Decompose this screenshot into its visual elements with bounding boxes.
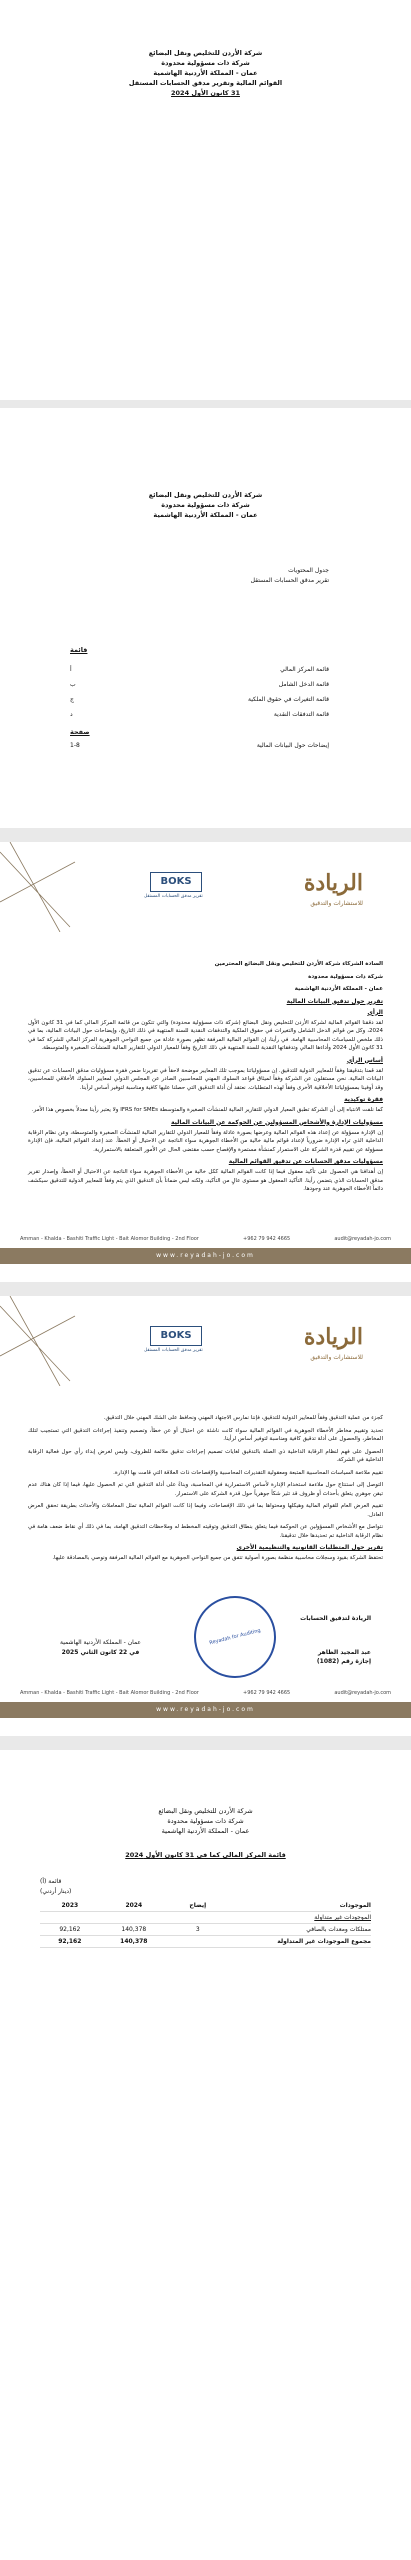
website-bar[interactable]: www.reyadah-jo.com <box>0 1702 411 1718</box>
website-bar[interactable]: www.reyadah-jo.com <box>0 1248 411 1264</box>
decorative-lines <box>0 1296 80 1386</box>
financial-position-page <box>0 1750 411 2560</box>
paragraph: كجزء من عملية التدقيق وفقاً للمعايير الدولية للتدقيق، فإننا نمارس الاجتهاد المهني ونحافظ على الشك المهني خلال التدقيق. <box>103 1415 383 1421</box>
company-city: عمان - المملكة الأردنية الهاشمية <box>153 69 258 78</box>
company-city: عمان - المملكة الأردنية الهاشمية <box>161 1827 250 1836</box>
letterhead-subtitle: تقرير مدقق الحسابات المستقل <box>144 1348 203 1353</box>
letterhead-footer <box>0 1236 411 1264</box>
section-text: إن الإدارة مسؤولة عن إعداد هذه القوائم المالية وعرضها بصورة عادلة وفقاً للمعيار الدولي للتقارير المالية للمنشآت الصغيرة والمتوسطة، وعن نظام الرقابة الداخلية الذي تراه الإدارة ضرورياً لإعداد قوائم مالية خالية من الأخطاء الجوهرية سواء الناتجة عن الاحتيال أو الخطأ. عند إعداد القوائم المالية، فإن الإدارة مسؤولة عن تقييم قدرة الشركة على الاستمرار كمنشأة مستمرة والإفصاح حسب مقتضى الحال عن الأمور المتعلقة بالاستمرارية. <box>28 1129 383 1153</box>
toc-list-column: قائمة <box>70 646 88 654</box>
company-city: عمان - المملكة الأردنية الهاشمية <box>153 511 258 520</box>
report-city: عمان - المملكة الأردنية الهاشمية <box>60 1639 141 1646</box>
report-date: في 22 كانون الثاني 2025 <box>61 1648 140 1656</box>
paragraph: التوصل إلى استنتاج حول ملاءمة استخدام الإدارة لأساس الاستمرارية في المحاسبة، وبناءً على أدلة التدقيق التي تم الحصول عليها، فيما إذا كان هناك عدم تيقن جوهري يتعلق بأحداث أو ظروف قد تثير شكاً جوهرياً حول قدرة الشركة على الاستمرار. <box>28 1482 383 1497</box>
header-2024: 2024 <box>125 1902 143 1909</box>
company-type: شركة ذات مسؤولية محدودة <box>161 59 250 68</box>
toc-item-ref: د <box>70 711 73 718</box>
company-type: شركة ذات مسؤولية محدودة <box>161 501 250 510</box>
toc-list <box>70 666 329 757</box>
toc-page-column: صفحة <box>70 728 90 736</box>
row-2023: 92,162 <box>58 1938 82 1945</box>
paragraph: تقييم ملاءمة السياسات المحاسبية المتبعة ومعقولية التقديرات المحاسبية والإفصاحات ذات العلاقة التي قامت بها الإدارة. <box>113 1469 383 1476</box>
firm-logo-tagline: للاستشارات والتدقيق <box>310 1354 363 1361</box>
report-body <box>28 960 383 1198</box>
row-note: 3 <box>195 1926 200 1933</box>
financial-table <box>40 1900 371 1948</box>
table-header <box>40 1900 371 1912</box>
letterhead <box>0 842 411 952</box>
row-label: مجموع الموجودات غير المتداولة <box>277 1938 371 1945</box>
toc-item <box>70 681 329 688</box>
legal-title: تقرير حول المتطلبات القانونية والتنظيمية الأخرى <box>236 1544 383 1552</box>
company-type: شركة ذات مسؤولية محدودة <box>308 973 383 980</box>
row-2024: 140,378 <box>120 1938 148 1945</box>
paragraph: نتواصل مع الأشخاص المسؤولين عن الحوكمة فيما يتعلق بنطاق التدقيق وتوقيته المخطط له وملاحظات التدقيق الهامة، بما في ذلك أي نقاط ضعف هامة في نظام الرقابة الداخلية تم تحديدها خلال تدقيقنا. <box>28 1524 383 1539</box>
legal-text: تحتفظ الشركة بقيود وسجلات محاسبية منظمة بصورة أصولية تتفق من جميع النواحي الجوهرية مع القوائم المالية المرفقة ونوصي بالمصادقة عليها. <box>52 1555 383 1562</box>
email-link[interactable]: audit@reyadah-jo.com <box>334 1690 391 1696</box>
toc-item <box>70 696 329 703</box>
auditor-report-page <box>0 842 411 1282</box>
toc-item-label: قائمة الدخل الشامل <box>278 681 329 688</box>
company-name: شركة الأردن للتخليص ونقل البضائع <box>148 491 263 499</box>
statement-header <box>0 1806 411 1860</box>
contact-line <box>0 1236 411 1242</box>
auditor-report-page-2 <box>0 1296 411 1736</box>
cover-page <box>0 0 411 400</box>
header-note: إيضاح <box>189 1902 207 1909</box>
section-title: أساس الرأي <box>346 1056 383 1064</box>
toc-item-ref: أ <box>70 666 72 673</box>
signature-block <box>300 1614 371 1667</box>
firm-logo-arabic: الريادة <box>303 1324 363 1350</box>
report-name: القوائم المالية وتقرير مدقق الحسابات المستقل <box>128 79 283 88</box>
company-type: شركة ذات مسؤولية محدودة <box>167 1817 244 1826</box>
table-row <box>40 1936 371 1948</box>
report-date: 31 كانون الأول 2024 <box>171 89 240 98</box>
address: Amman - Khalda - Bashiti Traffic Light - Bait Alomor Building - 2nd Floor <box>20 1690 199 1696</box>
firm-logo-arabic: الريادة <box>303 870 363 896</box>
section-text: لقد قمنا بتدقيقنا وفقاً للمعايير الدولية للتدقيق. إن مسؤولياتنا بموجب تلك المعايير موضحة لاحقاً في تقريرنا ضمن فقرة مسؤوليات مدقق الحسابات عن تدقيق البيانات المالية. نحن مستقلون عن الشركة وفقاً لميثاق قواعد السلوك المهني للمحاسبين الصادر عن المجلس الدولي لمعايير السلوك الأخلاقي للمحاسبين، وقد أوفينا بمسؤولياتنا الأخلاقية الأخرى وفقاً لهذه المتطلبات. نعتقد أن أدلة التدقيق التي حصلنا عليها كافية ومناسبة لتوفير أساس لرأينا. <box>28 1067 383 1091</box>
section-title: الرأي <box>367 1008 383 1016</box>
toc-item-label: قائمة التغيرات في حقوق الملكية <box>248 696 329 703</box>
statement-title: قائمة المركز المالي كما في 31 كانون الأول 2024 <box>125 1851 286 1860</box>
toc-item-label: قائمة التدفقات النقدية <box>273 711 329 718</box>
section-title: مسؤوليات الإدارة والأشخاص المسؤولين عن الحوكمة عن البيانات المالية <box>171 1118 383 1126</box>
toc-head <box>251 566 329 585</box>
toc-item <box>70 742 329 749</box>
paragraph: تحديد وتقييم مخاطر الأخطاء الجوهرية في القوائم المالية سواء كانت ناشئة عن احتيال أو عن خطأ، وتصميم وتنفيذ إجراءات التدقيق التي تستجيب لتلك المخاطر، والحصول على أدلة تدقيق كافية ومناسبة لتوفير أساس لرأينا. <box>28 1427 383 1443</box>
section-text: إن أهدافنا هي الحصول على تأكيد معقول فيما إذا كانت القوائم المالية ككل خالية من الأخطاء الجوهرية سواء الناتجة عن الاحتيال أو الخطأ، وإصدار تقرير مدقق الحسابات الذي يتضمن رأينا. التأكيد المعقول هو مستوى عالٍ من التأكيد، ولكنه ليس ضماناً بأن التدقيق الذي يتم وفقاً للمعايير الدولية للتدقيق سيكشف دائماً الأخطاء الجوهرية عند وجودها. <box>28 1169 383 1193</box>
report-title: تقرير حول تدقيق البيانات المالية <box>286 997 383 1005</box>
section-text: كما نلفت الانتباه إلى أن الشركة تطبق المعيار الدولي للتقارير المالية للمنشآت الصغيرة والمتوسطة IFRS for SMEs ولا يعتبر رأينا معدلاً بخصوص هذا الأمر. <box>31 1107 383 1114</box>
auditor-stamp <box>185 1587 284 1686</box>
toc-item-ref: ب <box>70 681 76 688</box>
contact-line <box>0 1690 411 1696</box>
row-note <box>168 1938 228 1945</box>
contents-header <box>0 490 411 520</box>
row-label: ممتلكات ومعدات بالصافي <box>306 1926 371 1933</box>
table-row <box>40 1924 371 1936</box>
header-label: الموجودات <box>339 1902 371 1909</box>
report-date-block <box>60 1638 141 1657</box>
toc-item-ref: ج <box>70 696 74 703</box>
email-link[interactable]: audit@reyadah-jo.com <box>334 1236 391 1242</box>
cover-header <box>0 48 411 98</box>
firm-logo-tagline: للاستشارات والتدقيق <box>310 900 363 907</box>
section-text: لقد دققنا القوائم المالية لشركة الأردن للتخليص ونقل البضائع (شركة ذات مسؤولية محدودة) والتي تتكون من قائمة المركز المالي كما في 31 كانون الأول 2024، وكل من قوائم الدخل الشامل والتغيرات في حقوق الملكية والتدفقات النقدية للسنة المنتهية في ذلك التاريخ، وإيضاحات حول البيانات المالية، بما في ذلك ملخص للسياسات المحاسبية الهامة. في رأينا، إن القوائم المالية المرفقة تظهر بصورة عادلة من جميع النواحي الجوهرية المركز المالي للشركة كما في 31 كانون الأول 2024 وأداءها المالي وتدفقاتها النقدية للسنة المنتهية في ذلك التاريخ وفقاً للمعيار الدولي للتقارير المالية للمنشآت الصغيرة والمتوسطة. <box>28 1019 383 1052</box>
paragraph: تقييم العرض العام للقوائم المالية وهيكلها ومحتواها بما في ذلك الإفصاحات، وفيما إذا كانت القوائم المالية تمثل المعاملات والأحداث بطريقة تحقق العرض العادل. <box>28 1503 383 1518</box>
toc-item <box>70 711 329 718</box>
stamp-text: Reyadah for Auditing <box>208 1627 262 1647</box>
letterhead-subtitle: تقرير مدقق الحسابات المستقل <box>144 894 203 899</box>
currency-label: (دينار أردني) <box>40 1888 72 1895</box>
phone: +962 79 942 4665 <box>243 1690 291 1696</box>
toc-title: جدول المحتويات <box>288 567 329 574</box>
toc-item <box>70 666 329 673</box>
firm-name: الريادة لتدقيق الحسابات <box>300 1615 371 1622</box>
license-number: إجازة رقم (1082) <box>316 1658 371 1666</box>
toc-item-ref: 1-8 <box>70 742 80 749</box>
toc-item-label: قائمة المركز المالي <box>280 666 329 673</box>
report-body <box>28 1414 383 1567</box>
addressee: السادة الشركاء شركة الأردن للتخليص ونقل البضائع المحترمين <box>214 961 383 967</box>
company-name: شركة الأردن للتخليص ونقل البضائع <box>158 1807 253 1815</box>
company-city: عمان - المملكة الأردنية الهاشمية <box>294 986 383 993</box>
section-title: فقرة توكيدية <box>344 1096 383 1104</box>
subheader-label: الموجودات غير متداولة <box>314 1914 371 1921</box>
letterhead-footer <box>0 1690 411 1718</box>
firm-logo-english: BOKS <box>150 1326 202 1346</box>
address: Amman - Khalda - Bashiti Traffic Light - Bait Alomor Building - 2nd Floor <box>20 1236 199 1242</box>
toc-auditor-report: تقرير مدقق الحسابات المستقل <box>250 576 329 584</box>
contents-page <box>0 408 411 828</box>
section-title: مسؤوليات مدقق الحسابات عن تدقيق القوائم المالية <box>228 1158 383 1166</box>
company-name: شركة الأردن للتخليص ونقل البضائع <box>148 49 263 57</box>
auditor-name: عبد المجيد الظاهر <box>317 1648 371 1656</box>
table-subheader <box>40 1912 371 1924</box>
row-2024: 140,378 <box>121 1926 147 1933</box>
decorative-lines <box>0 842 80 932</box>
letterhead <box>0 1296 411 1406</box>
paragraph: الحصول على فهم لنظام الرقابة الداخلية ذي الصلة بالتدقيق لغايات تصميم إجراءات تدقيق ملائمة للظروف، وليس لغرض إبداء رأي حول فعالية الرقابة الداخلية في الشركة. <box>28 1448 383 1464</box>
toc-item-label: إيضاحات حول البيانات المالية <box>256 742 329 749</box>
firm-logo-english: BOKS <box>150 872 202 892</box>
statement-label: قائمة (أ) <box>40 1878 62 1885</box>
header-2023: 2023 <box>61 1902 79 1909</box>
row-2023: 92,162 <box>59 1926 81 1933</box>
phone: +962 79 942 4665 <box>243 1236 291 1242</box>
